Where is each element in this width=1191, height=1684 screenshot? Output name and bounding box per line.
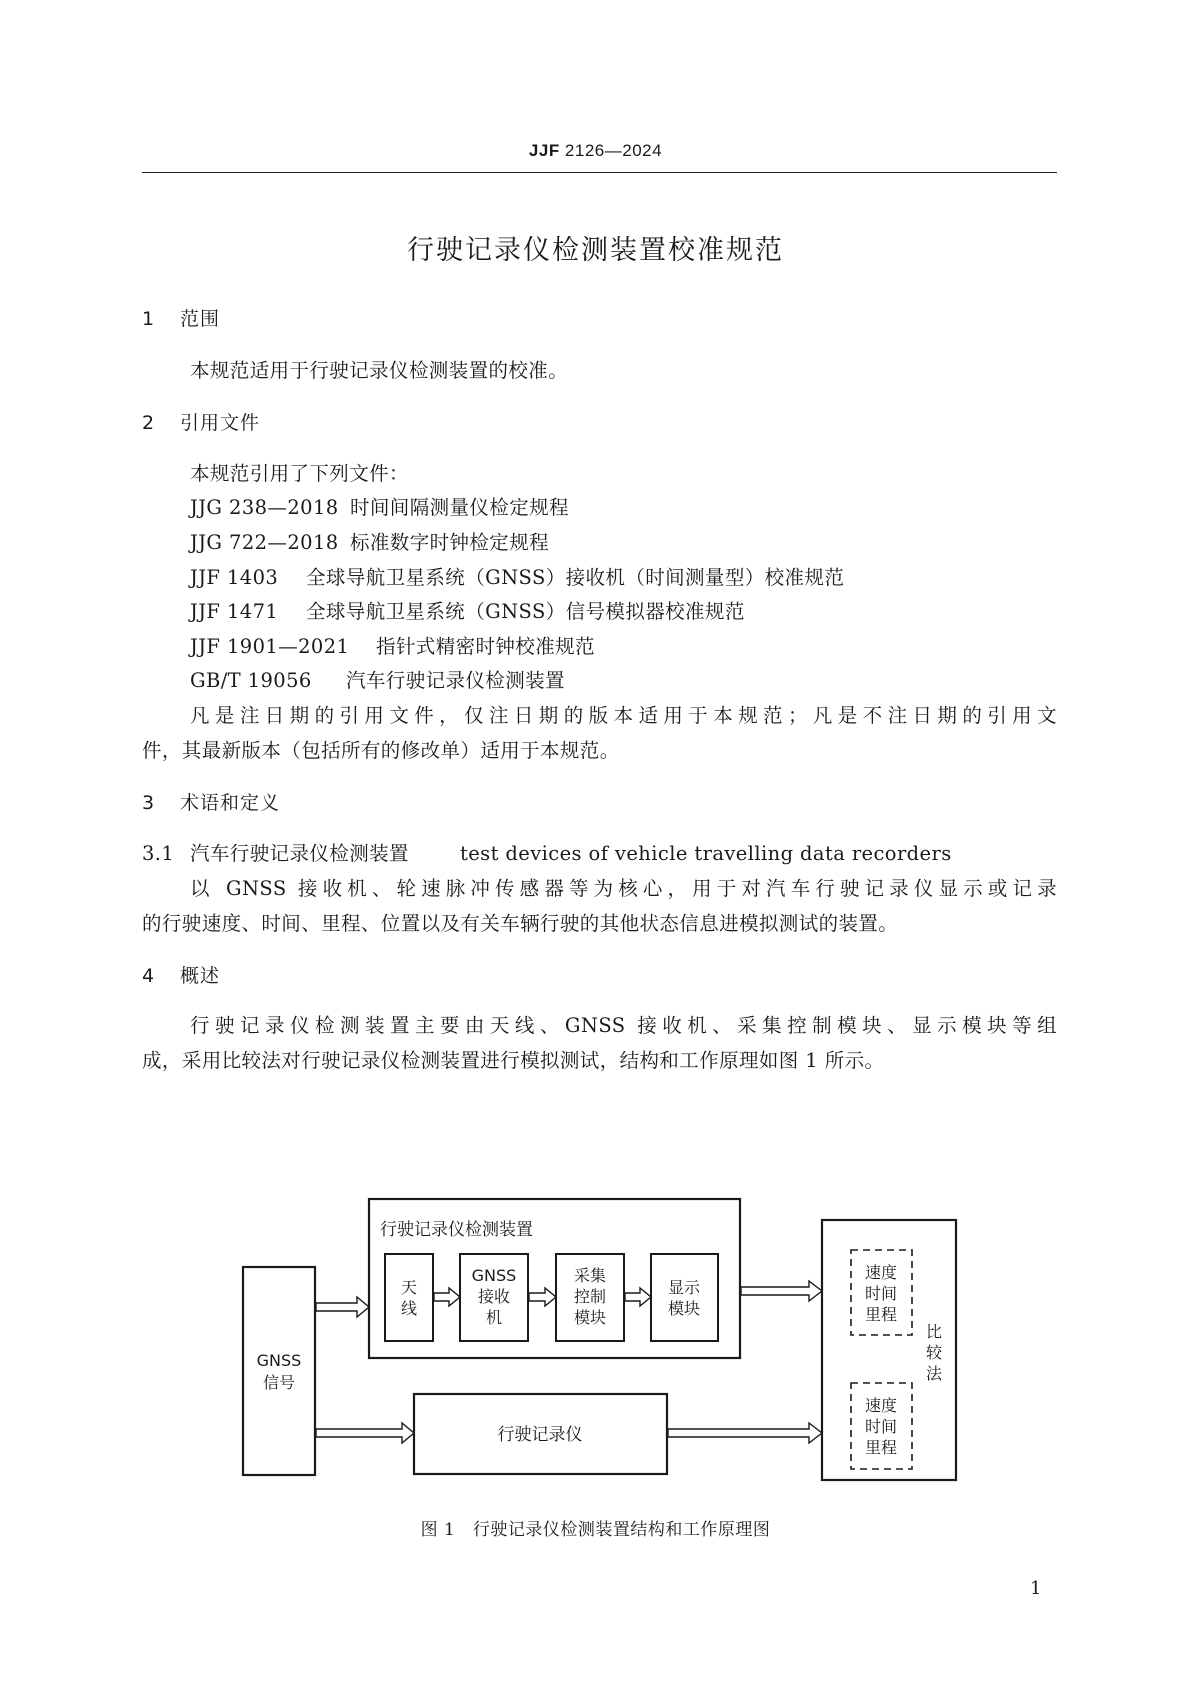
document-title: 行驶记录仪检测装置校准规范	[407, 235, 784, 266]
reference-item: JJF 1403 全球导航卫星系统（GNSS）接收机（时间测量型）校准规范	[190, 566, 845, 589]
method-label: 比	[925, 1322, 943, 1341]
antenna-label: 天	[400, 1278, 418, 1297]
document-code: JJF 2126—2024	[528, 141, 663, 160]
antenna-label: 线	[400, 1299, 418, 1318]
control-label: 控制	[573, 1287, 607, 1306]
section-1-heading: 1 范围	[142, 308, 221, 330]
page-number: 1	[1030, 1578, 1042, 1599]
receiver-label: 机	[485, 1308, 503, 1327]
arrow-recorder-to-comparison	[668, 1423, 822, 1443]
references-intro: 本规范引用了下列文件：	[190, 462, 409, 485]
section-1-text: 本规范适用于行驶记录仪检测装置的校准。	[190, 359, 569, 382]
arrow-antenna-to-receiver	[434, 1288, 460, 1306]
compare-bottom-label: 速度	[864, 1396, 898, 1415]
arrow-signal-to-device	[316, 1297, 369, 1317]
reference-item: JJF 1471 全球导航卫星系统（GNSS）信号模拟器校准规范	[190, 600, 745, 623]
reference-item: JJG 722—2018 标准数字时钟检定规程	[190, 531, 550, 554]
arrow-control-to-display	[625, 1288, 651, 1306]
compare-bottom-label: 时间	[864, 1417, 898, 1436]
control-label: 采集	[573, 1266, 607, 1285]
section-3-heading: 3 术语和定义	[142, 792, 281, 814]
overview-line-2: 成，采用比较法对行驶记录仪检测装置进行模拟测试，结构和工作原理如图 1 所示。	[142, 1049, 885, 1072]
section-2-heading: 2 引用文件	[142, 412, 261, 434]
recorder-label: 行驶记录仪	[497, 1425, 583, 1445]
receiver-label: 接收	[477, 1287, 511, 1306]
gnss-signal-box	[243, 1267, 315, 1475]
gnss-signal-label: 信号	[262, 1373, 296, 1392]
antenna-box	[385, 1254, 433, 1341]
term-definition-line-1: 以 GNSS 接收机、轮速脉冲传感器等为核心，用于对汽车行驶记录仪显示或记录	[190, 877, 1057, 900]
term-definition-line-2: 的行驶速度、时间、里程、位置以及有关车辆行驶的其他状态信息进模拟测试的装置。	[142, 912, 899, 935]
arrow-device-to-comparison	[741, 1281, 822, 1301]
reference-item: JJF 1901—2021 指针式精密时钟校准规范	[190, 635, 595, 658]
term-entry: 3.1 汽车行驶记录仪检测装置 test devices of vehicle travelling data recorders	[142, 842, 952, 865]
references-note-line-1: 凡是注日期的引用文件，仅注日期的版本适用于本规范；凡是不注日期的引用文	[190, 704, 1057, 727]
compare-top-label: 时间	[864, 1284, 898, 1303]
section-4-heading: 4 概述	[142, 965, 221, 987]
reference-item: JJG 238—2018 时间间隔测量仪检定规程	[190, 496, 569, 519]
compare-bottom-label: 里程	[864, 1438, 898, 1457]
arrow-receiver-to-control	[529, 1288, 556, 1306]
compare-top-label: 速度	[864, 1263, 898, 1282]
gnss-signal-label: GNSS	[256, 1351, 302, 1370]
method-label: 较	[925, 1343, 943, 1362]
reference-item: GB/T 19056 汽车行驶记录仪检测装置	[190, 669, 565, 692]
compare-top-label: 里程	[864, 1305, 898, 1324]
overview-line-1: 行驶记录仪检测装置主要由天线、GNSS 接收机、采集控制模块、显示模块等组	[190, 1014, 1057, 1037]
method-label: 法	[925, 1364, 943, 1383]
display-label: 模块	[667, 1299, 701, 1318]
device-title: 行驶记录仪检测装置	[380, 1220, 533, 1240]
receiver-label: GNSS	[471, 1266, 517, 1285]
arrow-signal-to-recorder	[316, 1423, 414, 1443]
references-note-line-2: 件，其最新版本（包括所有的修改单）适用于本规范。	[142, 739, 620, 762]
control-label: 模块	[573, 1308, 607, 1327]
display-label: 显示	[667, 1278, 701, 1297]
figure-caption: 图 1 行驶记录仪检测装置结构和工作原理图	[420, 1520, 771, 1540]
display-box	[651, 1254, 718, 1341]
